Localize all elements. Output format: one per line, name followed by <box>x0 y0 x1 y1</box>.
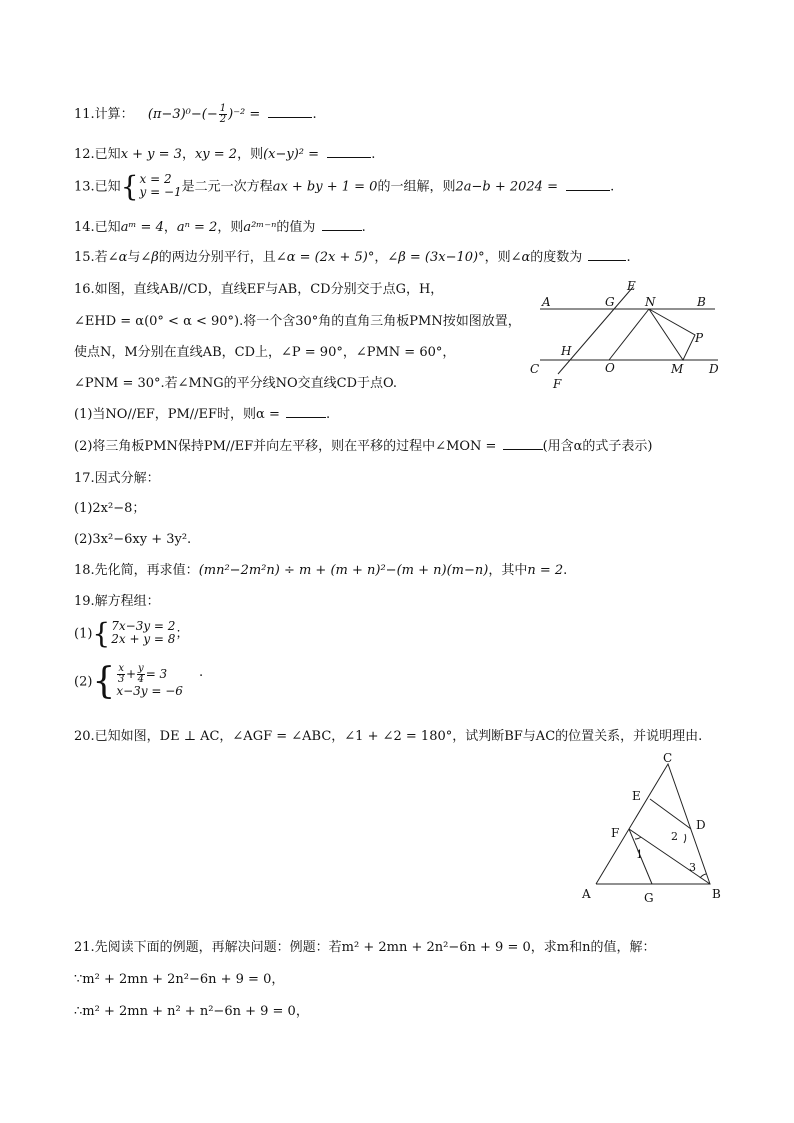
q13-system <box>120 170 182 203</box>
eq: = 3 <box>145 667 168 681</box>
label-g: G <box>644 891 654 905</box>
frac-den: 3 <box>117 674 125 685</box>
q12-cond2: xy = 2 <box>194 147 238 162</box>
arc-2 <box>684 834 686 843</box>
line-no <box>609 309 649 360</box>
q15-a3: ∠α <box>510 250 531 265</box>
angle-label-1: 1 <box>636 848 643 861</box>
q15-a2: ∠β <box>140 250 159 265</box>
label-a: A <box>582 887 591 901</box>
q19-p1-end: ； <box>175 626 189 642</box>
q16-part2 <box>74 437 653 456</box>
q17-label: 17.因式分解： <box>74 471 160 486</box>
q18-end: . <box>563 563 568 578</box>
q11-expr-tail: )⁻² = <box>228 107 261 122</box>
frac-num: x <box>118 663 124 674</box>
angle-label-3: 3 <box>689 861 696 874</box>
q14-tail: 的值为 <box>276 220 316 235</box>
label-b: B <box>697 295 706 309</box>
triangle-pmn <box>649 309 695 360</box>
q13-mid: 是二元一次方程 <box>181 179 273 195</box>
q18-label: 18.先化简，再求值： <box>74 563 199 578</box>
q15-t1: 15.若 <box>74 250 108 265</box>
q14-sep: ， <box>163 220 177 235</box>
label-b: B <box>712 887 721 901</box>
q18-expr: (mn²−2m²n) ÷ m + (m + n)²−(m + n)(m−n) <box>198 563 489 578</box>
brace: { <box>92 617 111 650</box>
q15-end: . <box>626 250 631 265</box>
plus: + <box>125 667 137 681</box>
q19-system1 <box>92 617 176 650</box>
arc-3 <box>700 874 706 878</box>
q15-t2: 与 <box>127 250 141 265</box>
q14-c1: aᵐ = 4 <box>120 220 164 235</box>
label-m: M <box>671 362 684 376</box>
label-d: D <box>709 362 719 376</box>
q16-line4: ∠PNM = 30°.若∠MNG的平分线NO交直线CD于点O. <box>74 376 398 391</box>
frac-x3 <box>117 664 125 685</box>
q19-p2-end: . <box>198 665 204 680</box>
brace: { <box>92 661 116 702</box>
answer-blank[interactable] <box>286 405 326 418</box>
answer-blank[interactable] <box>503 437 543 450</box>
brace: { <box>120 170 139 203</box>
q14-end: . <box>361 220 366 235</box>
q11-expr <box>147 103 261 125</box>
answer-blank[interactable] <box>566 178 610 191</box>
q15-t6: 的度数为 <box>530 250 583 265</box>
q16-line2: ∠EHD = α(0° < α < 90°).将一个含30°角的直角三角板PMN按如图放置， <box>74 314 521 329</box>
label-f: F <box>553 377 562 391</box>
q19-p1-label: (1) <box>74 626 93 642</box>
frac-num: y <box>138 663 144 674</box>
q14 <box>74 218 366 237</box>
q21-line1: 21.先阅读下面的例题，再解决问题：例题：若m² + 2mn + 2n²−6n + 9 = 0，求m和n的值，解： <box>74 940 656 955</box>
q18 <box>74 562 567 580</box>
q18-tail: ，其中 <box>488 563 528 578</box>
q11-label: 11.计算： <box>74 107 134 122</box>
q11-frac-den: 2 <box>219 114 227 125</box>
q19-part2 <box>74 661 204 702</box>
q16-p2-end: (用含α的式子表示) <box>542 439 653 454</box>
q17-part2: (2)3x²−6xy + 3y². <box>74 532 192 547</box>
q15 <box>74 248 631 267</box>
q16-p1: (1)当NO//EF，PM//EF时，则α = <box>74 407 280 422</box>
q14-c2: aⁿ = 2 <box>176 220 218 235</box>
q13-expr: 2a−b + 2024 = <box>455 179 558 195</box>
q13-label: 13.已知 <box>74 179 121 195</box>
q12 <box>74 145 375 164</box>
q16-line1: 16.如图，直线AB//CD，直线EF与AB，CD分别交于点G，H， <box>74 282 444 297</box>
q13-row1: x = 2 <box>139 172 172 186</box>
q14-expr: a²ᵐ⁻ⁿ <box>243 220 277 235</box>
q19-system2 <box>92 661 183 702</box>
q15-t5: ，则 <box>484 250 511 265</box>
q21-line3: ∴m² + 2mn + n² + n²−6n + 9 = 0， <box>74 1004 309 1019</box>
arc-1 <box>635 837 641 839</box>
q11-expr-head: (π−3)⁰−(− <box>147 107 218 122</box>
label-n: N <box>645 295 656 309</box>
q12-end: . <box>371 147 376 162</box>
q13-end: . <box>610 179 615 195</box>
q14-label: 14.已知 <box>74 220 121 235</box>
figure-q20 <box>574 748 734 913</box>
q19-part1 <box>74 617 189 650</box>
q19-p2-row1 <box>116 664 183 685</box>
q18-cond: n = 2 <box>527 563 564 578</box>
label-a: A <box>542 295 551 309</box>
q16-p2: (2)将三角板PMN保持PM//EF并向左平移，则在平移的过程中∠MON = <box>74 439 497 454</box>
label-d: D <box>696 818 706 832</box>
q11-end: . <box>312 107 317 122</box>
frac-y4 <box>137 664 145 685</box>
label-e: E <box>632 789 641 803</box>
q15-e2: ∠β = (3x−10)° <box>387 250 485 265</box>
label-p: P <box>695 331 704 345</box>
q19-system2-rows <box>116 664 183 700</box>
label-h: H <box>561 344 572 358</box>
line-de <box>650 799 691 829</box>
q19-p2-row2: x−3y = −6 <box>116 684 183 698</box>
q12-sep: ， <box>181 147 195 162</box>
frac-den: 4 <box>137 674 145 685</box>
q16-part1 <box>74 405 330 424</box>
q12-expr: (x−y)² = <box>263 147 320 162</box>
label-g: G <box>605 295 615 309</box>
q12-cond1: x + y = 3 <box>120 147 182 162</box>
answer-blank[interactable] <box>588 248 626 261</box>
q13-row2: y = −1 <box>139 185 182 199</box>
figure-q16 <box>525 276 725 391</box>
q13-eq: ax + by + 1 = 0 <box>272 179 378 195</box>
q16-line3: 使点N，M分别在直线AB，CD上，∠P = 90°，∠PMN = 60°， <box>74 345 456 360</box>
q11-frac <box>219 104 227 125</box>
q20-text: 20.已知如图，DE ⊥ AC，∠AGF = ∠ABC，∠1 + ∠2 = 180°，试判断BF与AC的位置关系，并说明理由. <box>74 729 703 744</box>
label-c: C <box>530 362 540 376</box>
angle-label-2: 2 <box>671 830 678 843</box>
q12-mid: ，则 <box>237 147 264 162</box>
q11-frac-num: 1 <box>219 103 227 114</box>
q19-p1-row2: 2x + y = 8 <box>111 632 176 646</box>
q16-p1-end: . <box>326 407 331 422</box>
q21-line2: ∵m² + 2mn + 2n²−6n + 9 = 0， <box>74 972 285 987</box>
label-o: O <box>605 361 615 375</box>
q13-system-rows <box>140 173 182 201</box>
label-e: E <box>627 279 636 293</box>
q15-a1: ∠α <box>107 250 128 265</box>
q13 <box>74 170 615 203</box>
q13-mid2: 的一组解，则 <box>377 179 456 195</box>
answer-blank[interactable] <box>268 105 312 118</box>
q11 <box>74 104 317 125</box>
q19-system1-rows <box>111 620 175 648</box>
q19-p2-label: (2) <box>74 674 93 690</box>
answer-blank[interactable] <box>322 218 362 231</box>
label-f: F <box>611 826 620 840</box>
q14-mid: ，则 <box>217 220 244 235</box>
q19-p1-row1: 7x−3y = 2 <box>111 619 176 633</box>
answer-blank[interactable] <box>327 145 371 158</box>
q15-e1: ∠α = (2x + 5)° <box>275 250 375 265</box>
label-c: C <box>663 751 673 765</box>
q19-label: 19.解方程组： <box>74 594 160 609</box>
q12-label: 12.已知 <box>74 147 121 162</box>
line-ef <box>558 287 633 374</box>
q15-t3: 的两边分别平行，且 <box>158 250 276 265</box>
q17-part1: (1)2x²−8； <box>74 501 146 516</box>
q15-t4: ， <box>374 250 388 265</box>
